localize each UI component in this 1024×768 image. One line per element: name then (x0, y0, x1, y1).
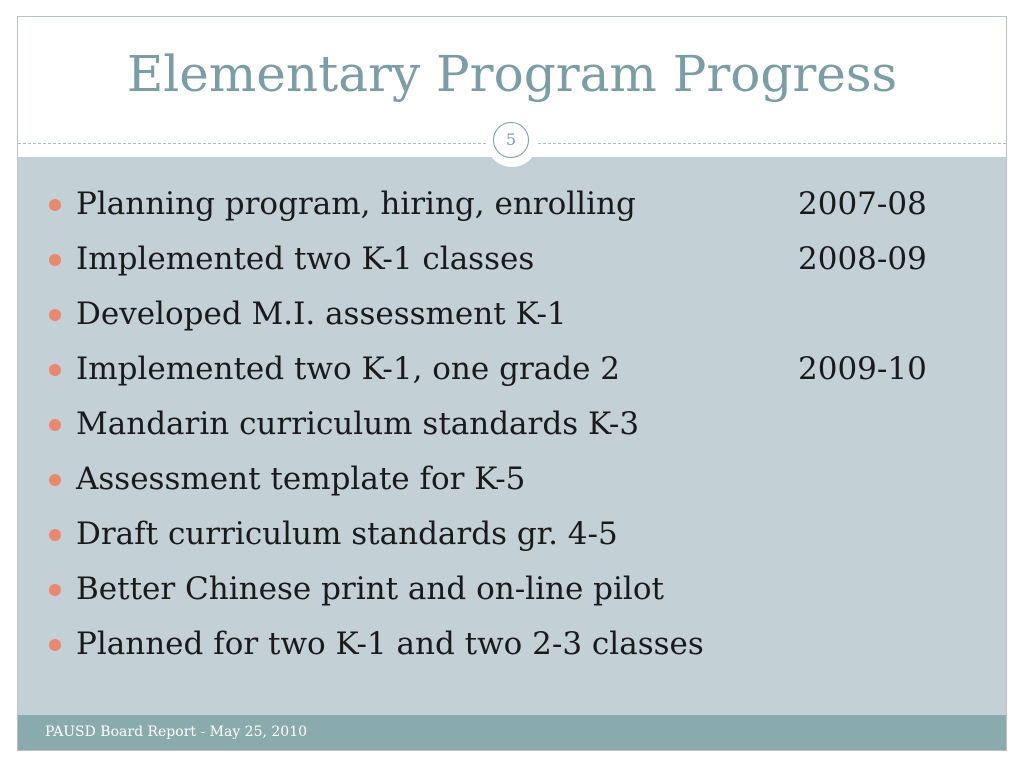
bullet-list (18, 185, 1006, 680)
bullet-item (18, 625, 1006, 680)
bullet-item (18, 570, 1006, 625)
slide-title: Elementary Program Progress (126, 45, 898, 103)
bullet-year: 2007-08 (798, 186, 927, 222)
bullet-text: Assessment template for K-5 (76, 461, 526, 497)
bullet-item (18, 350, 1006, 405)
bullet-dot-icon (49, 254, 61, 266)
bullet-item (18, 515, 1006, 570)
bullet-dot-icon (49, 474, 61, 486)
bullet-item (18, 295, 1006, 350)
bullet-year: 2008-09 (798, 241, 927, 277)
bullet-text: Planned for two K-1 and two 2-3 classes (76, 626, 704, 662)
bullet-item (18, 185, 1006, 240)
footer-bar (18, 715, 1006, 750)
bullet-text: Draft curriculum standards gr. 4-5 (76, 516, 618, 552)
bullet-year: 2009-10 (798, 351, 927, 387)
bullet-item (18, 240, 1006, 295)
page-number-badge (486, 115, 538, 167)
bullet-text: Developed M.I. assessment K-1 (76, 296, 567, 332)
bullet-item (18, 405, 1006, 460)
bullet-dot-icon (49, 309, 61, 321)
bullet-item (18, 460, 1006, 515)
bullet-dot-icon (49, 584, 61, 596)
bullet-text: Implemented two K-1 classes (76, 241, 535, 277)
bullet-dot-icon (49, 199, 61, 211)
bullet-text: Planning program, hiring, enrolling (76, 186, 636, 222)
footer-text: PAUSD Board Report - May 25, 2010 (45, 724, 308, 740)
bullet-text: Implemented two K-1, one grade 2 (76, 351, 621, 387)
bullet-dot-icon (49, 529, 61, 541)
bullet-dot-icon (49, 364, 61, 376)
bullet-text: Mandarin curriculum standards K-3 (76, 406, 640, 442)
slide (17, 16, 1007, 751)
bullet-dot-icon (49, 639, 61, 651)
bullet-text: Better Chinese print and on-line pilot (76, 571, 664, 607)
page-number: 5 (493, 122, 529, 158)
bullet-dot-icon (49, 419, 61, 431)
